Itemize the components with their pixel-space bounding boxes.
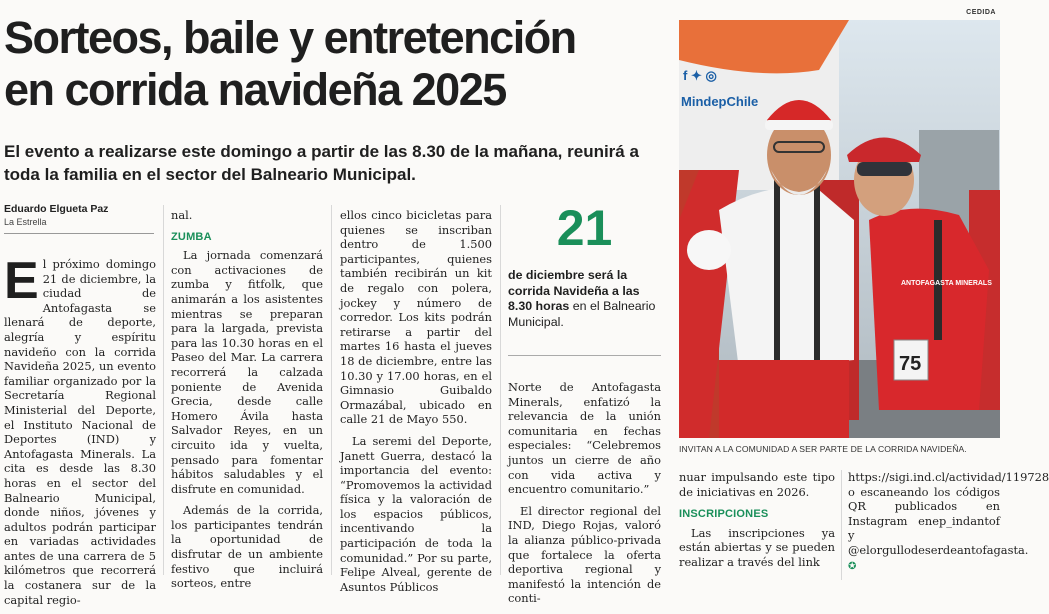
column-2-paragraph-1: La jornada comenzará con activaciones de zumba y fitfolk, que animarán a los asistentes mientras se preparan para la largada, prevista para las 10.30 horas en el Paseo del Mar. La carrera recorrerá la calzada poniente de Avenida Grecia, desde calle Homero Ávila hasta Salvador Reyes, en un circuito ida y vuelta, pensado para fomentar hábitos saludables y el disfrute en comunidad.: [171, 248, 323, 496]
byline: [4, 203, 154, 234]
column-rule: [163, 205, 164, 575]
article-photo: [679, 20, 1000, 438]
article-column-5: [679, 470, 835, 577]
banner-text: MindepChile: [681, 94, 759, 109]
column-2-paragraph-2: Además de la corrida, los participantes tendrán la oportunidad de disfrutar de un ambiente festivo que incluirá sorteos, entre: [171, 503, 323, 591]
photo-illustration: [679, 20, 1000, 438]
callout-text-rest: en el Balneario Municipal.: [508, 299, 656, 329]
column-5-paragraph-2: Las inscripciones ya están abiertas y se pueden realizar a través del link: [679, 525, 835, 569]
byline-rule: [4, 233, 154, 234]
author-name: Eduardo Elgueta Paz: [4, 203, 109, 215]
column-rule: [500, 205, 501, 575]
bib-number: 75: [899, 353, 922, 375]
headline-line-1: Sorteos, baile y entretención: [4, 12, 576, 63]
column-rule: [841, 470, 842, 580]
callout-rule: [508, 355, 661, 356]
article-column-2: [171, 208, 323, 598]
lead-paragraph: El evento a realizarse este domingo a partir de las 8.30 de la mañana, reunirá a toda la familia en el sector del Balneario Municipal.: [4, 142, 639, 184]
column-3-paragraph-2: La seremi del Deporte, Janett Guerra, destacó la importancia del evento: “Promovemos la actividad física y la valoración de los espacios públicos, incentivando la participación de toda la comunidad.” Por su parte, Felipe Alveal, gerente de Asuntos Públicos: [340, 433, 492, 594]
column-4-paragraph-2: El director regional del IND, Diego Rojas, valoró la alianza público-privada que fortalece la oferta deportiva regional y manifestó la intención de conti-: [508, 503, 661, 606]
article-column-6: [848, 470, 1049, 581]
article-column-4: [508, 380, 661, 613]
photo-credit: CEDIDA: [966, 9, 996, 16]
column-2-continuation: nal.: [171, 208, 193, 222]
social-icons: f ✦ ◎: [683, 68, 717, 83]
subhead-zumba: ZUMBA: [171, 230, 212, 243]
headline-line-2: en corrida navideña 2025: [4, 64, 506, 115]
subhead-inscripciones: INSCRIPCIONES: [679, 508, 769, 521]
column-4-paragraph-1: Norte de Antofagasta Minerals, enfatizó la relevancia de la unión comunitaria en fechas especiales: “Celebremos juntos un cierre de año con vida activa y encuentro comunitario.”: [508, 380, 661, 497]
column-1-text: l próximo domingo 21 de diciembre, la ciudad de Antofagasta se llenará de deporte, alegría y espíritu navideño con la corrida Navideña 2025, un evento familiar organizado por la Secretaría Regional Ministerial del Deporte, el Instituto Nacional de Deportes (IND) y Antofagasta Minerals. La cita es desde las 8.30 horas en el sector del Balneario Municipal, donde niños, jóvenes y adultos podrán participar en variadas actividades antes de una carrera de 5 kilómetros que recorrerá la costanera sur de la capital regio-: [4, 257, 156, 607]
column-3-paragraph-1: ellos cinco bicicletas para quienes se inscriban dentro de 1.500 participantes, quienes también recibirán un kit de regalo con polera, jockey y número de corredor. Los kits podrán retirarse a partir del martes 16 hasta el jueves 18 de diciembre, entre las 10.30 y 17.00 horas, en el Gimnasio Guibaldo Ormazábal, ubicado en calle 21 de Mayo 550.: [340, 208, 492, 427]
column-6-text: https://sigi.ind.cl/actividad/119728 o escaneando los códigos QR publicados en Instagram enep_indantof y @elorgullodeserdeantofagasta.: [848, 470, 1049, 557]
callout-number: 21: [556, 200, 613, 256]
callout-text-bold: de diciembre será la corrida Navideña a las 8.30 horas: [508, 268, 640, 313]
end-mark-icon: ✪: [848, 560, 857, 572]
article-column-3: [340, 208, 492, 601]
callout-text: [508, 268, 658, 330]
shirt-text: ANTOFAGASTA MINERALS: [901, 280, 992, 287]
column-rule: [331, 205, 332, 575]
drop-cap: E: [4, 252, 39, 310]
article-column-1: [4, 252, 156, 614]
photo-caption: INVITAN A LA COMUNIDAD A SER PARTE DE LA CORRIDA NAVIDEÑA.: [679, 444, 967, 454]
headline: [4, 12, 674, 116]
outlet-name: La Estrella: [4, 217, 47, 227]
column-5-paragraph-1: nuar impulsando este tipo de iniciativas en 2026.: [679, 470, 835, 499]
